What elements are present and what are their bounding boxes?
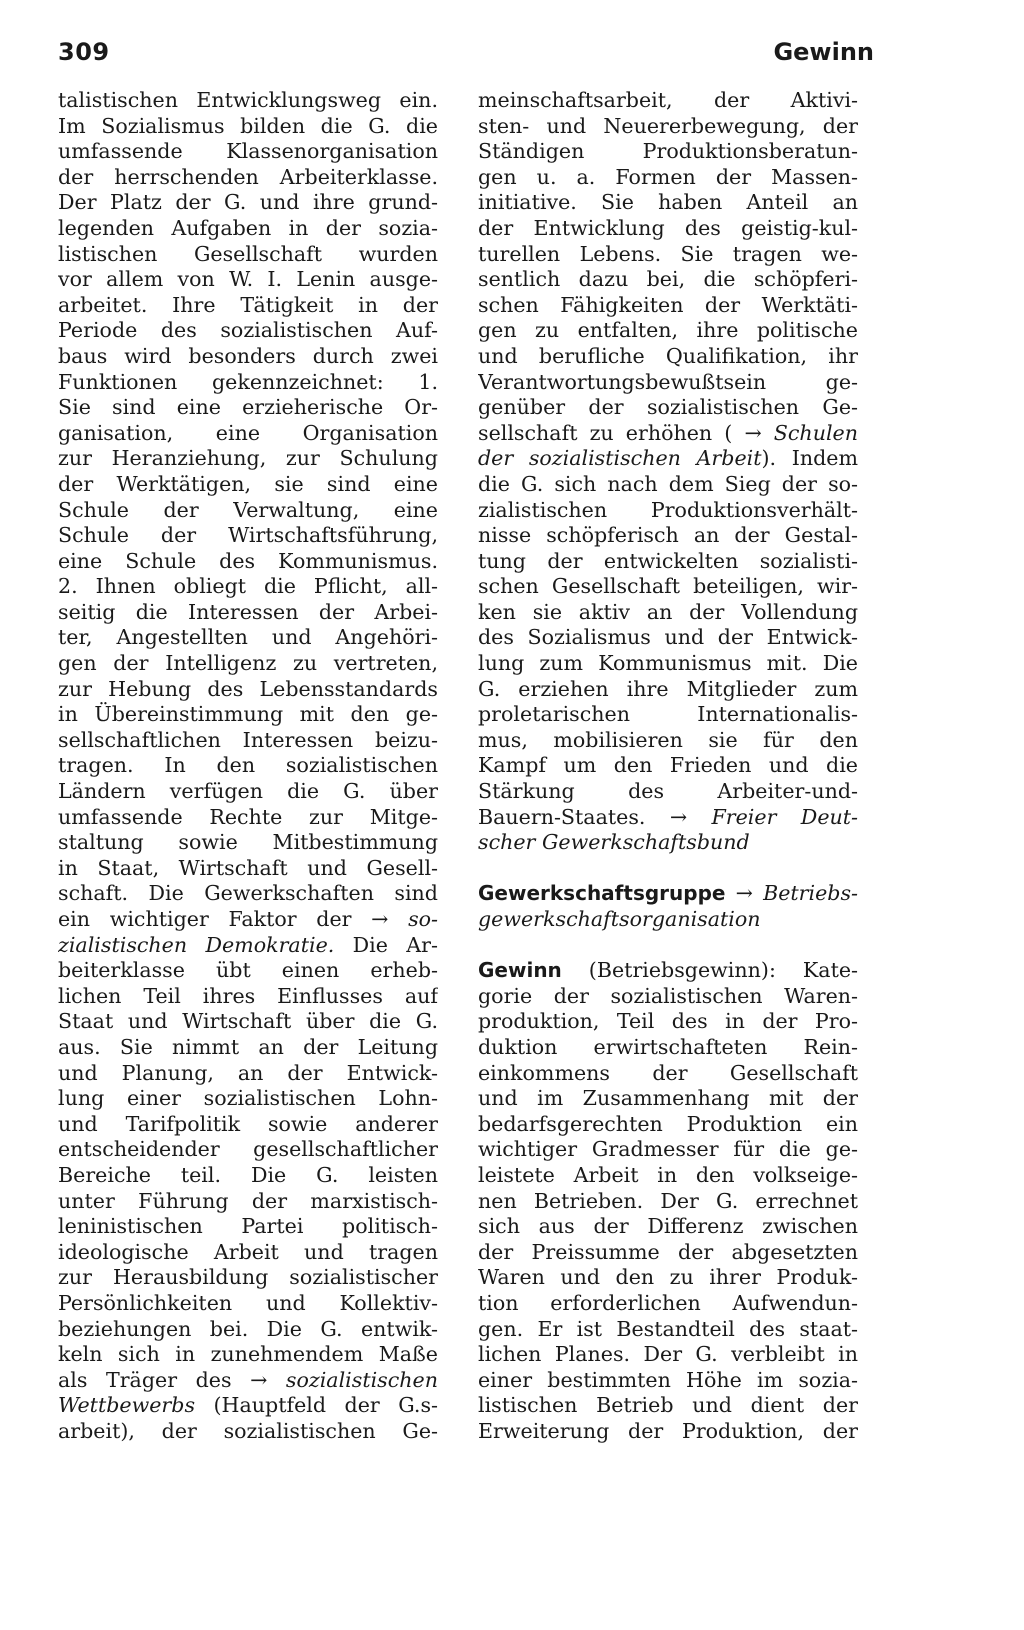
text-run: zialistischen Produktionsverhält- (478, 497, 858, 522)
right-text-column (478, 88, 858, 1444)
text-run: sellschaft zu erhöhen ( (478, 420, 733, 445)
text-run: listischen Betrieb und dient der (478, 1393, 858, 1418)
entry-headword: Gewerkschaftsgruppe (478, 881, 726, 906)
text-line (478, 498, 858, 524)
cross-reference: → Betriebs- (725, 881, 858, 906)
text-run: und im Zusammenhang mit der (478, 1086, 858, 1111)
text-run: listischen Gesellschaft wurden (58, 241, 438, 266)
text-run: zur Heranziehung, zur Schulung (58, 446, 438, 471)
text-line (478, 88, 858, 114)
text-line (478, 574, 858, 600)
running-title: Gewinn (773, 38, 874, 66)
text-run: Waren und den zu ihrer Produk- (478, 1265, 858, 1290)
text-line (58, 165, 438, 191)
text-run: entscheidender gesellschaftlicher (58, 1137, 438, 1162)
text-run: einkommens der Gesellschaft (478, 1060, 858, 1085)
text-line (58, 242, 438, 268)
text-run: gen zu entfalten, ihre politische (478, 318, 858, 343)
text-line (478, 523, 858, 549)
text-line (478, 753, 858, 779)
text-run: (Hauptfeld der G.s- (195, 1393, 438, 1418)
text-line (478, 395, 858, 421)
text-line (478, 881, 858, 907)
text-line (58, 779, 438, 805)
text-line (58, 702, 438, 728)
text-run: legenden Aufgaben in der sozia- (58, 215, 438, 240)
text-run: die G. sich nach dem Sieg der so- (478, 471, 858, 496)
text-line (478, 1035, 858, 1061)
text-run: 2. Ihnen obliegt die Pflicht, all- (58, 574, 438, 599)
text-line (478, 1368, 858, 1394)
text-line (478, 472, 858, 498)
text-run: umfassende Rechte zur Mitge- (58, 804, 438, 829)
text-run: sich aus der Differenz zwischen (478, 1214, 858, 1239)
text-run: der Preissumme der abgesetzten (478, 1239, 858, 1264)
text-run: turellen Lebens. Sie tragen we- (478, 241, 858, 266)
text-run: genüber der sozialistischen Ge- (478, 395, 858, 420)
text-line (478, 1214, 858, 1240)
text-line (478, 625, 858, 651)
text-line (58, 395, 438, 421)
text-run: proletarischen Internationalis- (478, 702, 858, 727)
text-run: ein wichtiger Faktor der (58, 907, 352, 931)
text-run: in Übereinstimmung mit den ge- (58, 702, 438, 727)
entry-headword: Gewinn (478, 958, 562, 983)
text-line (478, 344, 858, 370)
text-run: baus wird besonders durch zwei (58, 343, 438, 368)
text-line (58, 523, 438, 549)
text-line (478, 984, 858, 1010)
cross-reference: → Freier Deut- (669, 804, 858, 829)
text-run: umfassende Klassenorganisation (58, 139, 438, 164)
text-line (478, 1163, 858, 1189)
page-number: 309 (58, 38, 110, 66)
text-line (58, 267, 438, 293)
text-line (478, 728, 858, 754)
text-run: und berufliche Qualifikation, ihr (478, 343, 858, 368)
cross-reference: scher Gewerkschaftsbund (478, 830, 750, 855)
text-line (58, 139, 438, 165)
text-line (478, 446, 858, 472)
text-run: Funktionen gekennzeichnet: 1. (58, 369, 438, 394)
text-run: initiative. Sie haben Anteil an (478, 190, 858, 215)
text-line (58, 1265, 438, 1291)
text-line (58, 1240, 438, 1266)
text-run: bedarfsgerechten Produktion ein (478, 1111, 858, 1136)
text-line (478, 1393, 858, 1419)
text-line (58, 907, 438, 933)
text-run: Kampf um den Frieden und die (478, 753, 858, 778)
text-run: schen Gesellschaft beteiligen, wir- (478, 574, 858, 599)
text-line (478, 216, 858, 242)
text-run: schaft. Die Gewerkschaften sind (58, 881, 438, 906)
text-run: und Tarifpolitik sowie anderer (58, 1111, 438, 1136)
text-run: Bauern-Staates. (478, 804, 646, 829)
text-run: keln sich in zunehmendem Maße (58, 1342, 438, 1367)
text-line (478, 779, 858, 805)
text-run: zur Hebung des Lebensstandards (58, 676, 438, 701)
text-run: Im Sozialismus bilden die G. die (58, 113, 438, 138)
text-line (58, 830, 438, 856)
text-run: mus, mobilisieren sie für den (478, 727, 858, 752)
text-run: Ständigen Produktionsberatun- (478, 139, 858, 164)
text-line (478, 651, 858, 677)
text-run: Erweiterung der Produktion, der (478, 1418, 858, 1443)
text-line (58, 1009, 438, 1035)
text-run: aus. Sie nimmt an der Leitung (58, 1034, 438, 1059)
text-line (58, 549, 438, 575)
text-run: beziehungen bei. Die G. entwik- (58, 1316, 438, 1341)
cross-reference: Wettbewerbs (58, 1393, 196, 1418)
text-line (478, 318, 858, 344)
text-run: sten- und Neuererbewegung, der (478, 113, 858, 138)
text-line (58, 1189, 438, 1215)
text-line (58, 88, 438, 114)
text-line (478, 421, 858, 447)
text-line (58, 677, 438, 703)
text-line (58, 1419, 438, 1445)
text-run: produktion, Teil des in der Pro- (478, 1009, 858, 1034)
cross-reference: der sozialistischen Arbeit (478, 446, 762, 471)
text-line (478, 958, 858, 984)
text-line (478, 600, 858, 626)
text-line (58, 498, 438, 524)
cross-reference: → sozialistischen (250, 1367, 438, 1392)
text-line (58, 958, 438, 984)
text-line (478, 1137, 858, 1163)
text-run: Sie sind eine erzieherische Or- (58, 395, 438, 420)
text-line (478, 677, 858, 703)
text-line (478, 370, 858, 396)
text-line (478, 1342, 858, 1368)
text-run: Bereiche teil. Die G. leisten (58, 1162, 438, 1187)
text-line (478, 1061, 858, 1087)
text-run: Stärkung des Arbeiter-und- (478, 779, 858, 804)
text-run: eine Schule des Kommunismus. (58, 548, 438, 573)
text-line (58, 933, 438, 959)
text-line (58, 421, 438, 447)
text-run: tung der entwickelten sozialisti- (478, 548, 858, 573)
text-line (478, 293, 858, 319)
text-run: in Staat, Wirtschaft und Gesell- (58, 855, 438, 880)
text-run: ter, Angestellten und Angehöri- (58, 625, 438, 650)
text-run: Staat und Wirtschaft über die G. (58, 1009, 438, 1034)
cross-reference: → so- (371, 907, 438, 931)
text-run: und Planung, an der Entwick- (58, 1060, 438, 1085)
text-line (58, 805, 438, 831)
text-line (58, 1163, 438, 1189)
text-run: der herrschenden Arbeiterklasse. (58, 164, 438, 189)
text-run: gorie der sozialistischen Waren- (478, 983, 858, 1008)
text-line (58, 216, 438, 242)
left-text-column (58, 88, 438, 1444)
text-line (58, 114, 438, 140)
text-line (478, 907, 858, 933)
text-run: lichen Teil ihres Einflusses auf (58, 983, 438, 1008)
text-run: beiterklasse übt einen erheb- (58, 958, 438, 983)
cross-reference: zialistischen Demokratie. (58, 932, 335, 957)
text-line (58, 1368, 438, 1394)
text-line (478, 267, 858, 293)
text-run: Schule der Verwaltung, eine (58, 497, 438, 522)
text-line (58, 856, 438, 882)
text-run: unter Führung der marxistisch- (58, 1188, 438, 1213)
text-run: nisse schöpferisch an der Gestal- (478, 523, 858, 548)
text-line (478, 1291, 858, 1317)
text-line (478, 165, 858, 191)
paragraph-gap (478, 933, 858, 959)
text-line (58, 190, 438, 216)
text-run: nen Betrieben. Der G. errechnet (478, 1188, 858, 1213)
text-run: sellschaftlichen Interessen beizu- (58, 727, 438, 752)
text-run: der Werktätigen, sie sind eine (58, 471, 438, 496)
text-run: lung zum Kommunismus mit. Die (478, 651, 858, 676)
text-run: leistete Arbeit in den volkseige- (478, 1162, 858, 1187)
text-line (478, 549, 858, 575)
text-line (478, 1317, 858, 1343)
text-line (478, 1086, 858, 1112)
text-line (478, 1419, 858, 1445)
text-line (58, 1291, 438, 1317)
text-line (58, 625, 438, 651)
paragraph-gap (478, 856, 858, 882)
text-line (478, 139, 858, 165)
text-run: arbeit), der sozialistischen Ge- (58, 1418, 438, 1443)
text-line (478, 1240, 858, 1266)
text-run: des Sozialismus und der Entwick- (478, 625, 858, 650)
text-run: gen u. a. Formen der Massen- (478, 164, 858, 189)
text-line (478, 242, 858, 268)
text-run: lung einer sozialistischen Lohn- (58, 1086, 438, 1111)
text-line (58, 753, 438, 779)
text-line (58, 600, 438, 626)
text-line (58, 472, 438, 498)
text-line (58, 1137, 438, 1163)
text-run: tragen. In den sozialistischen (58, 753, 438, 778)
text-run: staltung sowie Mitbestimmung (58, 830, 438, 855)
text-line (58, 1317, 438, 1343)
text-run: Schule der Wirtschaftsführung, (58, 523, 438, 548)
text-line (58, 293, 438, 319)
text-run: Ländern verfügen die G. über (58, 779, 438, 804)
text-line (58, 318, 438, 344)
text-run: Die Ar- (334, 932, 438, 957)
text-run: zur Herausbildung sozialistischer (58, 1265, 438, 1290)
text-run: als Träger des (58, 1367, 232, 1392)
text-line (478, 830, 858, 856)
text-run: Periode des sozialistischen Auf- (58, 318, 438, 343)
text-line (58, 1112, 438, 1138)
cross-reference: → Schulen (744, 420, 858, 445)
text-run: seitig die Interessen der Arbei- (58, 599, 438, 624)
text-line (58, 1342, 438, 1368)
text-run: Verantwortungsbewußtsein ge- (478, 369, 858, 394)
text-run: wichtiger Gradmesser für die ge- (478, 1137, 858, 1162)
cross-reference: gewerkschaftsorganisation (478, 907, 761, 931)
text-run: Der Platz der G. und ihre grund- (58, 190, 438, 215)
text-run: gen der Intelligenz zu vertreten, (58, 651, 438, 676)
text-line (478, 190, 858, 216)
text-run: (Betriebsgewinn): Kate- (561, 958, 858, 983)
text-line (58, 370, 438, 396)
text-run: schen Fähigkeiten der Werktäti- (478, 292, 858, 317)
text-line (58, 344, 438, 370)
text-run: ganisation, eine Organisation (58, 420, 438, 445)
text-run: talistischen Entwicklungsweg ein. (58, 88, 438, 112)
text-line (58, 446, 438, 472)
text-run: meinschaftsarbeit, der Aktivi- (478, 88, 858, 112)
text-line (478, 1265, 858, 1291)
text-run: Persönlichkeiten und Kollektiv- (58, 1290, 438, 1315)
text-run: der Entwicklung des geistig-kul- (478, 215, 858, 240)
text-run: duktion erwirtschafteten Rein- (478, 1034, 858, 1059)
text-run: ). Indem (761, 446, 858, 471)
text-line (58, 1061, 438, 1087)
text-line (58, 1393, 438, 1419)
text-line (478, 1189, 858, 1215)
text-line (58, 984, 438, 1010)
text-run: ideologische Arbeit und tragen (58, 1239, 438, 1264)
text-line (58, 881, 438, 907)
text-line (58, 574, 438, 600)
text-run: G. erziehen ihre Mitglieder zum (478, 676, 858, 701)
text-run: leninistischen Partei politisch- (58, 1214, 438, 1239)
text-run: vor allem von W. I. Lenin ausge- (58, 267, 438, 292)
text-run: einer bestimmten Höhe im sozia- (478, 1367, 858, 1392)
text-run: tion erforderlichen Aufwendun- (478, 1290, 858, 1315)
text-line (58, 728, 438, 754)
text-line (478, 702, 858, 728)
text-line (478, 1009, 858, 1035)
text-run: arbeitet. Ihre Tätigkeit in der (58, 292, 438, 317)
text-run: ken sie aktiv an der Vollendung (478, 599, 858, 624)
text-run: gen. Er ist Bestandteil des staat- (478, 1316, 858, 1341)
text-line (478, 805, 858, 831)
text-run: lichen Planes. Der G. verbleibt in (478, 1342, 858, 1367)
text-line (58, 1035, 438, 1061)
text-run: sentlich dazu bei, die schöpferi- (478, 267, 858, 292)
text-line (58, 1214, 438, 1240)
text-line (58, 1086, 438, 1112)
text-line (478, 1112, 858, 1138)
text-line (58, 651, 438, 677)
text-line (478, 114, 858, 140)
